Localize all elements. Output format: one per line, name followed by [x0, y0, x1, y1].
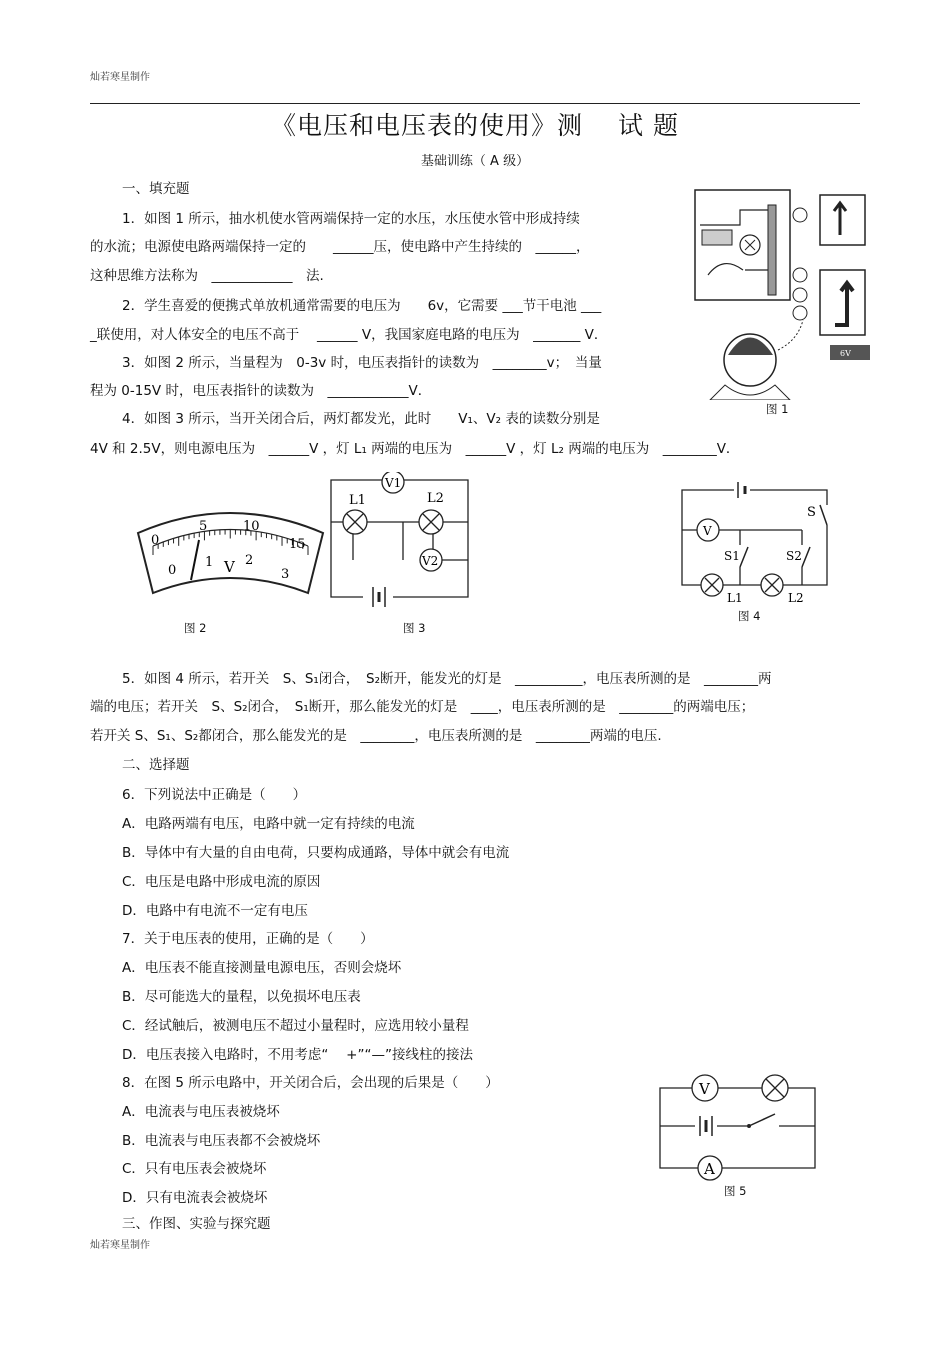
section-heading: 一、填充题	[122, 181, 190, 197]
figure-4-caption: 图 4	[738, 609, 761, 623]
question-line: 若开关 S、S₁、S₂都闭合，那么能发光的是 ________，电压表所测的是 ________两端的电压.	[90, 728, 662, 744]
question-line: 8．在图 5 所示电路中，开关闭合后，会出现的后果是（ ）	[122, 1075, 499, 1091]
v-label: V	[699, 1080, 710, 1098]
question-line: 6．下列说法中正确是（ ）	[122, 787, 307, 803]
l2-label: L2	[788, 591, 804, 605]
figure-2-voltmeter-dial	[133, 508, 328, 603]
figure-4-circuit	[672, 480, 837, 605]
scale-top-10: 10	[243, 519, 260, 534]
figure-3-circuit	[323, 472, 473, 612]
figure-5-circuit	[655, 1068, 825, 1183]
question-line: 7．关于电压表的使用，正确的是（ ）	[122, 931, 374, 947]
a-label: A	[704, 1160, 715, 1178]
v1-label: V1	[385, 476, 402, 490]
question-line: 2．学生喜爱的便携式单放机通常需要的电压为 6v，它需要 ___节干电池 ___	[122, 298, 602, 314]
question-line: 3．如图 2 所示，当量程为 0-3v 时，电压表指针的读数为 ________v； 当量	[122, 355, 602, 371]
s-label: S	[807, 505, 816, 520]
question-line: 4V 和 2.5V，则电源电压为 ______V ，灯 L₁ 两端的电压为 ______V ，灯 L₂ 两端的电压为 ________V．	[90, 441, 740, 457]
question-line: 程为 0-15V 时，电压表指针的读数为 ____________V．	[90, 383, 432, 399]
question-line: 1．如图 1 所示，抽水机使水管两端保持一定的水压，水压使水管中形成持续	[122, 211, 580, 227]
figure-5-caption: 图 5	[724, 1184, 747, 1198]
option-line: D．只有电流表会被烧坏	[122, 1190, 268, 1206]
question-line: 4．如图 3 所示，当开关闭合后，两灯都发光，此时 V₁、V₂ 表的读数分别是	[122, 411, 600, 427]
scale-top-0: 0	[151, 533, 160, 548]
question-line: 5．如图 4 所示，若开关 S、S₁闭合， S₂断开，能发光的灯是 __________，电压表所测的是 ________两	[122, 671, 772, 687]
option-line: D．电路中有电流不一定有电压	[122, 903, 308, 919]
v-label: V	[703, 524, 712, 538]
option-line: B．电流表与电压表都不会被烧坏	[122, 1133, 321, 1149]
l2-label: L2	[427, 491, 444, 506]
brand-footer: 灿若寒星制作	[90, 1240, 150, 1251]
header-rule	[90, 103, 860, 104]
scale-bottom-2: 2	[245, 553, 254, 568]
figure-1-illustration	[690, 185, 875, 400]
scale-bottom-1: 1	[205, 555, 214, 570]
unit-label: V	[224, 558, 235, 576]
option-line: A．电压表不能直接测量电源电压，否则会烧坏	[122, 960, 402, 976]
figure-1-caption: 图 1	[766, 402, 789, 416]
question-line: _联使用，对人体安全的电压不高于 ______ V，我国家庭电路的电压为 _______ V．	[90, 327, 608, 343]
section-heading: 三、作图、实验与探究题	[122, 1216, 271, 1232]
s2-label: S2	[786, 549, 802, 563]
meter-needle	[191, 540, 199, 580]
brand-header: 灿若寒星制作	[90, 72, 150, 83]
option-line: C．电压是电路中形成电流的原因	[122, 874, 321, 890]
scale-bottom-3: 3	[281, 567, 290, 582]
scale-top-15: 15	[289, 537, 306, 552]
scale-bottom-0: 0	[168, 563, 177, 578]
figure-3-caption: 图 3	[403, 621, 426, 635]
l1-label: L1	[727, 591, 743, 605]
option-line: A．电路两端有电压，电路中就一定有持续的电流	[122, 816, 415, 832]
page-title: 《电压和电压表的使用》测 试 题	[271, 111, 679, 140]
question-line: 这种思维方法称为 ____________ 法.	[90, 268, 324, 284]
option-line: C．经试触后，被测电压不超过小量程时，应选用较小量程	[122, 1018, 469, 1034]
option-line: B．尽可能选大的量程，以免损坏电压表	[122, 989, 361, 1005]
section-heading: 二、选择题	[122, 757, 190, 773]
option-line: B．导体中有大量的自由电荷，只要构成通路，导体中就会有电流	[122, 845, 510, 861]
battery-label: 6V	[840, 349, 851, 358]
option-line: C．只有电压表会被烧坏	[122, 1161, 267, 1177]
question-line: 的水流；电源使电路两端保持一定的 ______压，使电路中产生持续的 ______，	[90, 239, 590, 255]
s1-label: S1	[724, 549, 740, 563]
question-line: 端的电压；若开关 S、S₂闭合， S₁断开，那么能发光的灯是 ____，电压表所测的是 ________的两端电压；	[90, 699, 755, 715]
option-line: A．电流表与电压表被烧坏	[122, 1104, 280, 1120]
scale-top-5: 5	[199, 519, 208, 534]
option-line: D．电压表接入电路时，不用考虑“ +”“—”接线柱的接法	[122, 1047, 473, 1063]
l1-label: L1	[349, 493, 366, 508]
v2-label: V2	[422, 554, 439, 568]
page-subtitle: 基础训练（ A 级）	[420, 154, 530, 169]
figure-2-caption: 图 2	[184, 621, 207, 635]
